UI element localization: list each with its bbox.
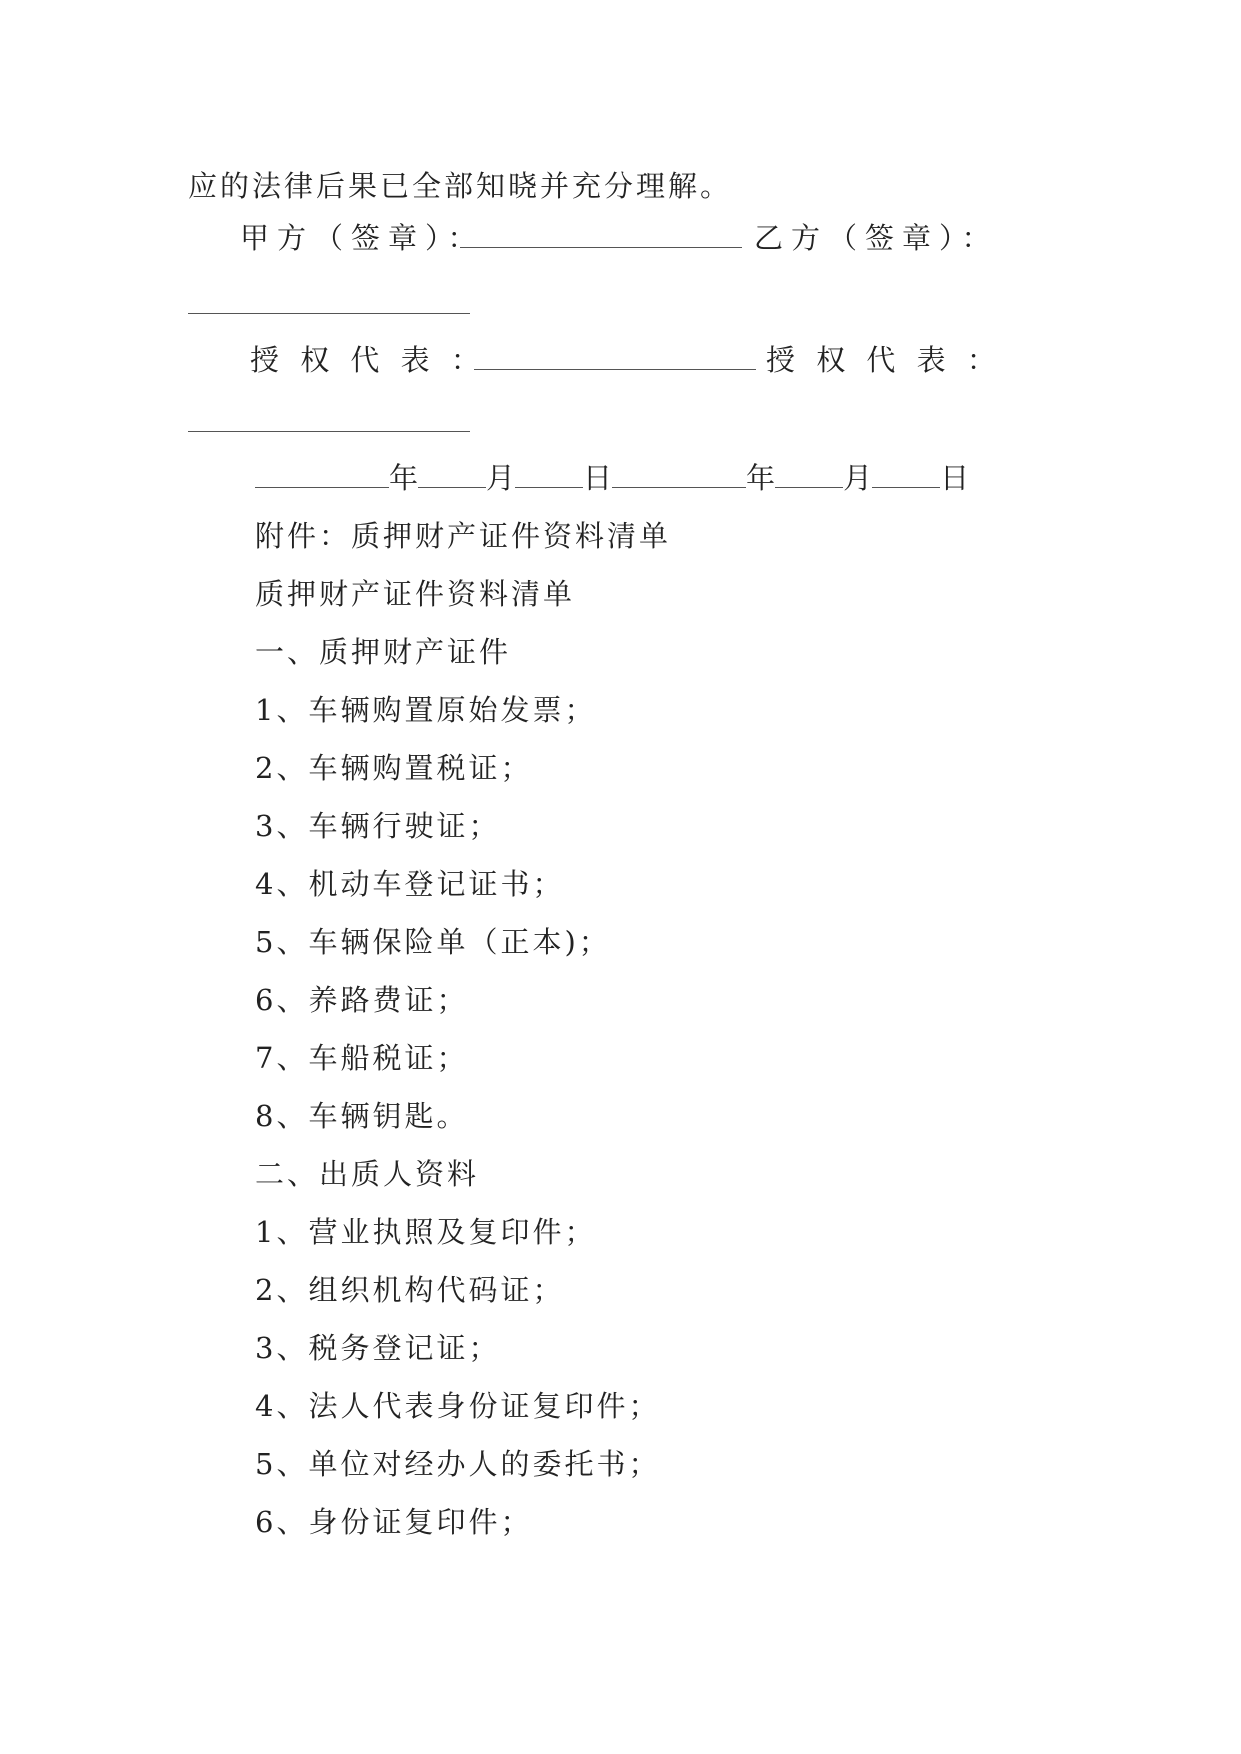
list-item: 4、法人代表身份证复印件； (255, 1389, 661, 1423)
rep-b-signature-blank[interactable] (188, 430, 470, 432)
party-a-signature-blank[interactable] (460, 218, 742, 258)
date-a-year-label: 年 (389, 461, 419, 495)
date-b-day-blank[interactable] (872, 461, 940, 488)
section-one-heading: 一、质押财产证件 (255, 635, 512, 669)
list-item: 3、车辆行驶证； (255, 809, 501, 843)
party-b-label: 乙方（签章）： (754, 221, 999, 255)
intro-tail-text: 应的法律后果已全部知晓并充分理解。 (188, 169, 733, 203)
date-a-day-blank[interactable] (515, 461, 583, 488)
date-b-year-label: 年 (746, 461, 776, 495)
list-item: 5、车辆保险单（正本)； (255, 925, 611, 959)
list-item: 6、身份证复印件； (255, 1505, 533, 1539)
rep-b-label: 授 权 代 表 ： (766, 343, 1002, 377)
date-b-month-blank[interactable] (775, 461, 843, 488)
list-item: 2、车辆购置税证； (255, 751, 533, 785)
date-row (255, 458, 969, 498)
date-b-day-label: 日 (940, 461, 970, 495)
rep-a-signature-blank[interactable] (474, 340, 756, 380)
list-item: 7、车船税证； (255, 1041, 469, 1075)
list-item: 6、养路费证； (255, 983, 469, 1017)
date-b-year-blank[interactable] (612, 461, 746, 488)
date-a-day-label: 日 (583, 461, 613, 495)
party-a-label: 甲方（签章）： (240, 221, 485, 255)
date-b-month-label: 月 (843, 461, 873, 495)
list-title: 质押财产证件资料清单 (255, 577, 576, 611)
list-item: 1、营业执照及复印件； (255, 1215, 597, 1249)
list-item: 8、车辆钥匙。 (255, 1099, 469, 1133)
list-item: 2、组织机构代码证； (255, 1273, 565, 1307)
list-item: 4、机动车登记证书； (255, 867, 565, 901)
date-a-month-blank[interactable] (418, 461, 486, 488)
list-item: 3、税务登记证； (255, 1331, 501, 1365)
rep-a-label: 授 权 代 表 ： (250, 343, 486, 377)
list-item: 1、车辆购置原始发票； (255, 693, 597, 727)
section-two-heading: 二、出质人资料 (255, 1157, 480, 1191)
attachment-line: 附件：质押财产证件资料清单 (255, 519, 672, 553)
party-b-signature-blank[interactable] (188, 312, 470, 314)
date-a-year-blank[interactable] (255, 461, 389, 488)
list-item: 5、单位对经办人的委托书； (255, 1447, 661, 1481)
date-a-month-label: 月 (486, 461, 516, 495)
